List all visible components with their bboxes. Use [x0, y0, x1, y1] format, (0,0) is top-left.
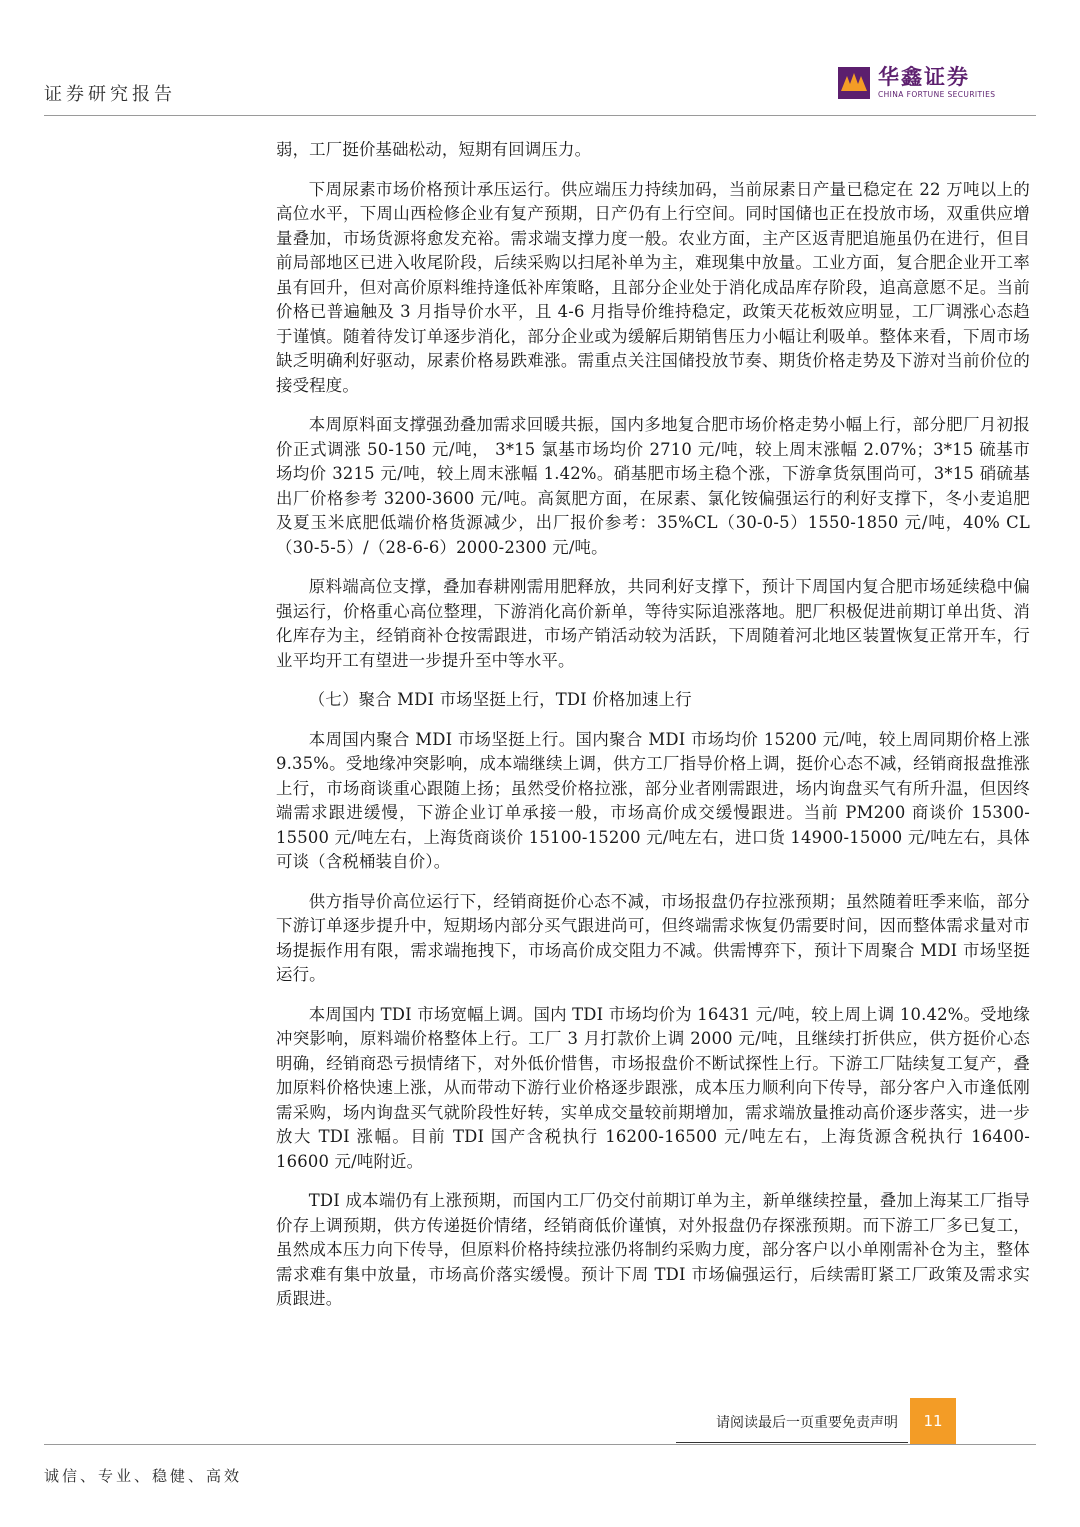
disclaimer-underline — [676, 1442, 908, 1443]
report-type-label: 证券研究报告 — [44, 84, 176, 105]
paragraph-urea-outlook: 下周尿素市场价格预计承压运行。供应端压力持续加码，当前尿素日产量已稳定在 22 万吨以上的高位水平，下周山西检修企业有复产预期，日产仍有上行空间。同时国储也正在投放市场，双重供应增量叠加，市场货源将愈发充裕。需求端支撑力度一般。农业方面，主产区返青肥追施虽仍在进行，但目前局部地区已进入收尾阶段，后续采购以扫尾补单为主，难现集中放量。工业方面，复合肥企业开工率虽有回升，但对高价原料维持逢低补库策略，且部分企业处于消化成品库存阶段，追高意愿不足。当前价格已普遍触及 3 月指导价水平，且 4-6 月指导价维持稳定，政策天花板效应明显，工厂调涨心态趋于谨慎。随着待发订单逐步消化，部分企业或为缓解后期销售压力小幅让利吸单。整体来看，下周市场缺乏明确利好驱动，尿素价格易跌难涨。需重点关注国储投放节奏、期货价格走势及下游对当前价位的接受程度。 — [276, 179, 1030, 395]
report-body — [276, 138, 1030, 1327]
paragraph-tdi-outlook: TDI 成本端仍有上涨预期，而国内工厂仍交付前期订单为主，新单继续控量，叠加上海某工厂指导价存上调预期，供方传递挺价情绪，经销商低价谨慎，对外报盘仍存探涨预期。而下游工厂多已复工，虽然成本压力向下传导，但原料价格持续拉涨仍将制约采购力度，部分客户以小单刚需补仓为主，整体需求难有集中放量，市场高价落实缓慢。预计下周 TDI 市场偏强运行，后续需盯紧工厂政策及需求实质跟进。 — [276, 1191, 1030, 1308]
company-motto: 诚信、专业、稳健、高效 — [44, 1467, 243, 1485]
footer-divider — [44, 1444, 1036, 1445]
section-heading-mdi-tdi: （七）聚合 MDI 市场坚挺上行，TDI 价格加速上行 — [308, 690, 692, 709]
paragraph-mdi-market: 本周国内聚合 MDI 市场坚挺上行。国内聚合 MDI 市场均价 15200 元/吨，较上周同期价格上涨 9.35%。受地缘冲突影响，成本端继续上调，供方工厂指导价格上调，挺价心态不减，经销商报盘推涨上行，市场商谈重心跟随上扬；虽然受价格拉涨，部分业者刚需跟进，场内询盘买气有所升温，但因终端需求跟进缓慢，下游企业订单承接一般，市场高价成交缓慢跟进。当前 PM200 商谈价 15300-15500 元/吨左右，上海货商谈价 15100-15200 元/吨左右，进口货 14900-15000 元/吨左右，具体可谈（含税桶装自价）。 — [276, 729, 1030, 871]
paragraph-continuation: 弱，工厂挺价基础松动，短期有回调压力。 — [276, 140, 592, 159]
paragraph-compound-fertilizer: 本周原料面支撑强劲叠加需求回暖共振，国内多地复合肥市场价格走势小幅上行，部分肥厂月初报价正式调涨 50-150 元/吨， 3*15 氯基市场均价 2710 元/吨，较上周末涨幅 2.07%；3*15 硫基市场均价 3215 元/吨，较上周末涨幅 1.42%。硝基肥市场主稳个涨，下游拿货氛围尚可，3*15 硝硫基出厂价格参考 3200-3600 元/吨。高氮肥方面，在尿素、氯化铵偏强运行的利好支撑下，冬小麦追肥及夏玉米底肥低端价格货源减少，出厂报价参考：35%CL（30-0-5）1550-1850 元/吨，40% CL（30-5-5）/（28-6-6）2000-2300 元/吨。 — [276, 415, 1030, 557]
logo-name-cn: 华鑫证券 — [878, 65, 970, 89]
logo-mark-icon — [838, 67, 870, 99]
paragraph-mdi-outlook: 供方指导价高位运行下，经销商挺价心态不减，市场报盘仍存拉涨预期；虽然随着旺季来临，部分下游订单逐步提升中，短期场内部分买气跟进尚可，但终端需求恢复仍需要时间，因而整体需求量对市场提振作用有限，需求端拖拽下，市场高价成交阻力不减。供需博弈下，预计下周聚合 MDI 市场坚挺运行。 — [276, 891, 1030, 984]
company-logo — [838, 66, 995, 99]
disclaimer-notice: 请阅读最后一页重要免责声明 — [716, 1415, 898, 1431]
header-divider — [44, 115, 1036, 116]
paragraph-compound-fertilizer-outlook: 原料端高位支撑，叠加春耕刚需用肥释放，共同利好支撑下，预计下周国内复合肥市场延续稳中偏强运行，价格重心高位整理，下游消化高价新单，等待实际追涨落地。肥厂积极促进前期订单出货、消化库存为主，经销商补仓按需跟进，市场产销活动较为活跃，下周随着河北地区装置恢复正常开车，行业平均开工有望进一步提升至中等水平。 — [276, 577, 1030, 670]
page-number-badge: 11 — [910, 1398, 956, 1444]
paragraph-tdi-market: 本周国内 TDI 市场宽幅上调。国内 TDI 市场均价为 16431 元/吨，较上周上调 10.42%。受地缘冲突影响，原料端价格整体上行。工厂 3 月打款价上调 2000 元/吨，且继续打折供应，供方挺价心态明确，经销商恐亏损情绪下，对外低价惜售，市场报盘价不断试探性上行。下游工厂陆续复工复产，叠加原料价格快速上涨，从而带动下游行业价格逐步跟涨，成本压力顺利向下传导，部分客户入市逢低刚需采购，场内询盘买气就阶段性好转，实单成交量较前期增加，需求端放量推动高价逐步落实，进一步放大 TDI 涨幅。目前 TDI 国产含税执行 16200-16500 元/吨左右，上海货源含税执行 16400-16600 元/吨附近。 — [276, 1004, 1030, 1171]
logo-name-en: CHINA FORTUNE SECURITIES — [878, 90, 996, 99]
